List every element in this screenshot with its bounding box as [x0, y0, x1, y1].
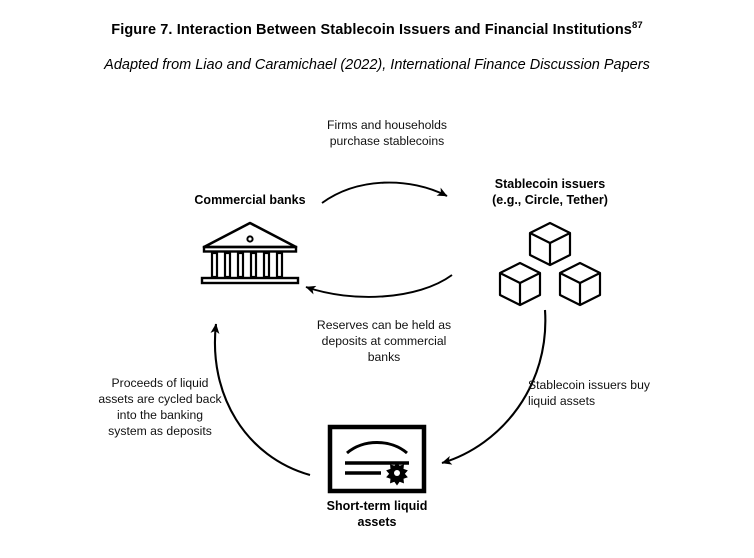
edge-label-issuers-to-banks-line3: banks	[367, 350, 401, 365]
edge-label-assets-to-banks-line4: system as deposits	[108, 424, 212, 439]
figure-title-text: Figure 7. Interaction Between Stablecoin Issuers and Financial Institutions	[111, 21, 632, 38]
edge-label-assets-to-banks-line1: Proceeds of liquid	[111, 376, 209, 390]
arrow-issuers-to-banks	[306, 275, 452, 297]
edge-label-banks-to-issuers	[289, 117, 485, 149]
node-label-short-term-liquid-assets-line1: Short-term liquid	[326, 499, 428, 513]
node-label-short-term-liquid-assets	[287, 499, 467, 530]
edge-label-issuers-to-banks	[278, 317, 490, 365]
node-label-stablecoin-issuers	[440, 177, 660, 208]
bank-icon	[188, 217, 312, 289]
edge-label-issuers-to-assets-line2: liquid assets	[528, 394, 596, 409]
edge-label-assets-to-banks	[78, 375, 242, 439]
edge-label-issuers-to-banks-line1: Reserves can be held as	[316, 318, 452, 332]
edge-label-issuers-to-banks-line2: deposits at commercial	[321, 334, 447, 349]
node-label-commercial-banks: Commercial banks	[194, 193, 306, 207]
edge-label-assets-to-banks-line3: into the banking	[116, 408, 204, 423]
edge-label-banks-to-issuers-line1: Firms and households	[327, 118, 447, 132]
figure-subtitle: Adapted from Liao and Caramichael (2022), International Finance Discussion Papers	[104, 57, 650, 73]
blockchain-cubes-icon	[490, 217, 610, 312]
edge-label-issuers-to-assets-line1: Stablecoin issuers buy	[528, 378, 650, 392]
node-label-stablecoin-issuers-line2: (e.g., Circle, Tether)	[492, 192, 608, 207]
edge-label-banks-to-issuers-line2: purchase stablecoins	[329, 134, 445, 149]
figure-title	[0, 20, 754, 38]
edge-label-issuers-to-assets	[528, 377, 696, 409]
node-label-short-term-liquid-assets-line2: assets	[357, 514, 397, 529]
figure-title-footnote: 87	[631, 20, 643, 31]
document-seal-icon	[325, 423, 429, 495]
diagram-canvas	[0, 95, 754, 558]
node-label-stablecoin-issuers-line1: Stablecoin issuers	[494, 177, 606, 191]
edge-label-assets-to-banks-line2: assets are cycled back	[98, 392, 222, 407]
